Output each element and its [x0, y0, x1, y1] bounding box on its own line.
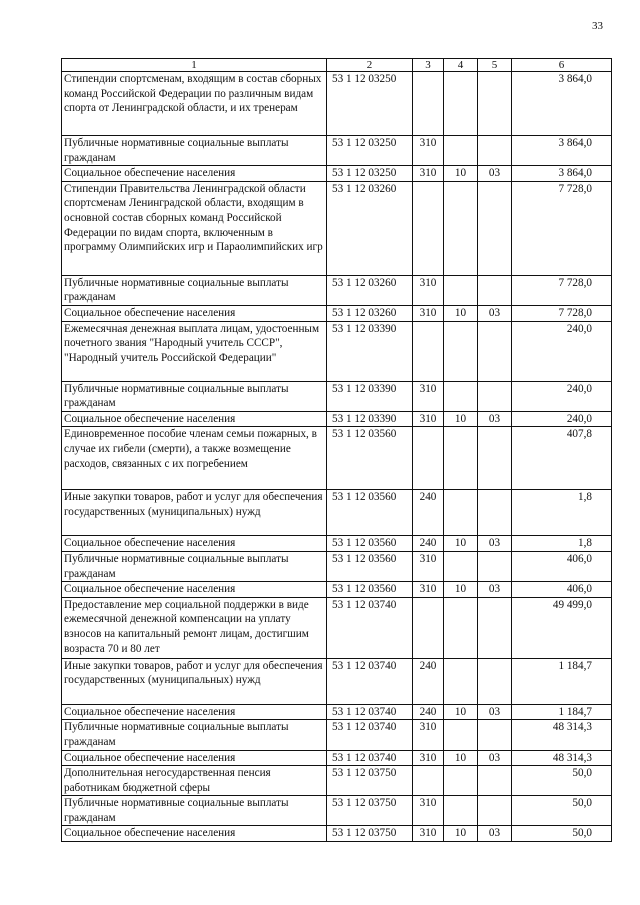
row-col5-cell — [478, 275, 512, 305]
row-col4-cell — [444, 551, 478, 581]
row-code-cell: 53 1 12 03560 — [327, 490, 413, 536]
row-name-cell: Иные закупки товаров, работ и услуг для обеспечения государственных (муниципальных) нужд — [62, 658, 327, 704]
header-col-4: 4 — [444, 59, 478, 72]
row-code-cell: 53 1 12 03560 — [327, 536, 413, 552]
row-code-cell: 53 1 12 03750 — [327, 796, 413, 826]
table-row — [62, 551, 612, 581]
row-col3-cell — [413, 181, 444, 275]
row-code-cell: 53 1 12 03390 — [327, 321, 413, 381]
row-col5-cell: 03 — [478, 826, 512, 842]
row-col4-cell — [444, 720, 478, 750]
row-col4-cell — [444, 72, 478, 136]
row-amount-cell: 48 314,3 — [512, 720, 612, 750]
row-col3-cell: 240 — [413, 490, 444, 536]
row-col5-cell: 03 — [478, 305, 512, 321]
row-col5-cell: 03 — [478, 411, 512, 427]
row-name-cell: Публичные нормативные социальные выплаты гражданам — [62, 381, 327, 411]
table-row — [62, 321, 612, 381]
header-row — [62, 59, 612, 72]
header-col-2: 2 — [327, 59, 413, 72]
row-amount-cell: 406,0 — [512, 582, 612, 598]
row-amount-cell: 50,0 — [512, 766, 612, 796]
row-code-cell: 53 1 12 03750 — [327, 826, 413, 842]
budget-table — [61, 58, 612, 842]
row-name-cell: Публичные нормативные социальные выплаты гражданам — [62, 551, 327, 581]
row-col4-cell — [444, 796, 478, 826]
page-number: 33 — [592, 20, 603, 32]
row-col3-cell: 310 — [413, 826, 444, 842]
table-row — [62, 427, 612, 490]
row-amount-cell: 7 728,0 — [512, 275, 612, 305]
header-col-1: 1 — [62, 59, 327, 72]
table-row — [62, 381, 612, 411]
row-col4-cell: 10 — [444, 305, 478, 321]
table-row — [62, 305, 612, 321]
row-col4-cell — [444, 490, 478, 536]
row-col4-cell — [444, 181, 478, 275]
row-amount-cell: 406,0 — [512, 551, 612, 581]
table-row — [62, 796, 612, 826]
table-row — [62, 750, 612, 766]
row-col4-cell — [444, 275, 478, 305]
row-col4-cell: 10 — [444, 536, 478, 552]
table-row — [62, 720, 612, 750]
row-code-cell: 53 1 12 03560 — [327, 582, 413, 598]
row-col5-cell: 03 — [478, 750, 512, 766]
row-name-cell: Социальное обеспечение населения — [62, 704, 327, 720]
row-name-cell: Предоставление мер социальной поддержки в виде ежемесячной денежной компенсации на уплату взносов на капитальный ремонт лицам, достигшим возраста 70 и 80 лет — [62, 597, 327, 658]
row-amount-cell: 3 864,0 — [512, 72, 612, 136]
row-col4-cell: 10 — [444, 750, 478, 766]
row-code-cell: 53 1 12 03260 — [327, 275, 413, 305]
row-col3-cell: 310 — [413, 136, 444, 166]
table-row — [62, 704, 612, 720]
row-col4-cell: 10 — [444, 582, 478, 598]
row-col3-cell: 310 — [413, 796, 444, 826]
row-col5-cell — [478, 490, 512, 536]
row-code-cell: 53 1 12 03740 — [327, 597, 413, 658]
row-col5-cell — [478, 72, 512, 136]
row-col4-cell: 10 — [444, 411, 478, 427]
row-amount-cell: 1 184,7 — [512, 704, 612, 720]
row-name-cell: Единовременное пособие членам семьи пожарных, в случае их гибели (смерти), а также возмещение расходов, связанных с их погребением — [62, 427, 327, 490]
row-col5-cell — [478, 766, 512, 796]
row-col4-cell: 10 — [444, 166, 478, 182]
row-code-cell: 53 1 12 03390 — [327, 411, 413, 427]
row-col5-cell: 03 — [478, 536, 512, 552]
table-row — [62, 766, 612, 796]
table-row — [62, 411, 612, 427]
row-name-cell: Ежемесячная денежная выплата лицам, удостоенным почетного звания "Народный учитель СССР", "Народный учитель Российской Федерации" — [62, 321, 327, 381]
row-code-cell: 53 1 12 03250 — [327, 72, 413, 136]
row-col5-cell — [478, 720, 512, 750]
row-col5-cell: 03 — [478, 166, 512, 182]
table-row — [62, 597, 612, 658]
row-col3-cell: 310 — [413, 275, 444, 305]
row-amount-cell: 240,0 — [512, 321, 612, 381]
row-name-cell: Социальное обеспечение населения — [62, 166, 327, 182]
row-code-cell: 53 1 12 03560 — [327, 427, 413, 490]
row-code-cell: 53 1 12 03250 — [327, 166, 413, 182]
row-col4-cell — [444, 427, 478, 490]
row-name-cell: Публичные нормативные социальные выплаты гражданам — [62, 136, 327, 166]
table-row — [62, 275, 612, 305]
row-name-cell: Стипендии Правительства Ленинградской области спортсменам Ленинградской области, входящим в основной состав сборных команд Российской Федерации по видам спорта, включенным в программу Олимпийских игр и Параолимпийских игр — [62, 181, 327, 275]
row-col3-cell: 310 — [413, 166, 444, 182]
row-name-cell: Публичные нормативные социальные выплаты гражданам — [62, 275, 327, 305]
row-col5-cell — [478, 381, 512, 411]
row-col3-cell: 240 — [413, 704, 444, 720]
row-amount-cell: 240,0 — [512, 381, 612, 411]
row-name-cell: Социальное обеспечение населения — [62, 582, 327, 598]
row-col5-cell — [478, 551, 512, 581]
row-code-cell: 53 1 12 03750 — [327, 766, 413, 796]
row-name-cell: Стипендии спортсменам, входящим в состав сборных команд Российской Федерации по различным видам спорта от Ленинградской области, и их тренерам — [62, 72, 327, 136]
row-code-cell: 53 1 12 03740 — [327, 658, 413, 704]
row-col5-cell — [478, 181, 512, 275]
row-amount-cell: 48 314,3 — [512, 750, 612, 766]
row-code-cell: 53 1 12 03560 — [327, 551, 413, 581]
row-amount-cell: 7 728,0 — [512, 181, 612, 275]
row-col5-cell — [478, 136, 512, 166]
row-col3-cell: 310 — [413, 582, 444, 598]
row-code-cell: 53 1 12 03390 — [327, 381, 413, 411]
row-col4-cell — [444, 381, 478, 411]
row-col5-cell: 03 — [478, 704, 512, 720]
row-col4-cell — [444, 597, 478, 658]
table-row — [62, 72, 612, 136]
row-code-cell: 53 1 12 03250 — [327, 136, 413, 166]
table-row — [62, 826, 612, 842]
header-col-3: 3 — [413, 59, 444, 72]
row-name-cell: Социальное обеспечение населения — [62, 536, 327, 552]
row-amount-cell: 1,8 — [512, 536, 612, 552]
table-row — [62, 536, 612, 552]
row-amount-cell: 50,0 — [512, 796, 612, 826]
row-code-cell: 53 1 12 03740 — [327, 750, 413, 766]
row-amount-cell: 7 728,0 — [512, 305, 612, 321]
row-col3-cell: 310 — [413, 411, 444, 427]
row-amount-cell: 1,8 — [512, 490, 612, 536]
row-name-cell: Публичные нормативные социальные выплаты гражданам — [62, 796, 327, 826]
row-amount-cell: 3 864,0 — [512, 136, 612, 166]
row-col5-cell: 03 — [478, 582, 512, 598]
row-code-cell: 53 1 12 03260 — [327, 305, 413, 321]
row-name-cell: Социальное обеспечение населения — [62, 750, 327, 766]
row-col4-cell — [444, 321, 478, 381]
table-row — [62, 166, 612, 182]
row-name-cell: Иные закупки товаров, работ и услуг для обеспечения государственных (муниципальных) нужд — [62, 490, 327, 536]
table-row — [62, 658, 612, 704]
row-name-cell: Дополнительная негосударственная пенсия работникам бюджетной сферы — [62, 766, 327, 796]
row-amount-cell: 407,8 — [512, 427, 612, 490]
row-code-cell: 53 1 12 03740 — [327, 720, 413, 750]
row-col5-cell — [478, 427, 512, 490]
row-col4-cell — [444, 658, 478, 704]
row-amount-cell: 50,0 — [512, 826, 612, 842]
row-col4-cell — [444, 766, 478, 796]
row-code-cell: 53 1 12 03740 — [327, 704, 413, 720]
row-col4-cell: 10 — [444, 704, 478, 720]
row-col3-cell: 310 — [413, 305, 444, 321]
row-amount-cell: 240,0 — [512, 411, 612, 427]
table-body — [62, 72, 612, 842]
row-col3-cell: 240 — [413, 536, 444, 552]
row-amount-cell: 1 184,7 — [512, 658, 612, 704]
row-col5-cell — [478, 796, 512, 826]
row-col5-cell — [478, 321, 512, 381]
row-col4-cell — [444, 136, 478, 166]
table-row — [62, 490, 612, 536]
header-col-5: 5 — [478, 59, 512, 72]
row-col5-cell — [478, 597, 512, 658]
row-col3-cell: 310 — [413, 720, 444, 750]
row-col4-cell: 10 — [444, 826, 478, 842]
table-header — [62, 59, 612, 72]
row-col3-cell — [413, 321, 444, 381]
row-name-cell: Социальное обеспечение населения — [62, 826, 327, 842]
row-col3-cell: 310 — [413, 750, 444, 766]
row-code-cell: 53 1 12 03260 — [327, 181, 413, 275]
table-row — [62, 181, 612, 275]
row-col3-cell: 310 — [413, 551, 444, 581]
row-amount-cell: 3 864,0 — [512, 166, 612, 182]
row-col3-cell: 240 — [413, 658, 444, 704]
row-col3-cell: 310 — [413, 381, 444, 411]
row-amount-cell: 49 499,0 — [512, 597, 612, 658]
table-row — [62, 582, 612, 598]
row-col3-cell — [413, 72, 444, 136]
table-row — [62, 136, 612, 166]
row-col3-cell — [413, 597, 444, 658]
header-col-6: 6 — [512, 59, 612, 72]
row-col5-cell — [478, 658, 512, 704]
row-col3-cell — [413, 427, 444, 490]
row-name-cell: Публичные нормативные социальные выплаты гражданам — [62, 720, 327, 750]
row-name-cell: Социальное обеспечение населения — [62, 305, 327, 321]
row-name-cell: Социальное обеспечение населения — [62, 411, 327, 427]
row-col3-cell — [413, 766, 444, 796]
